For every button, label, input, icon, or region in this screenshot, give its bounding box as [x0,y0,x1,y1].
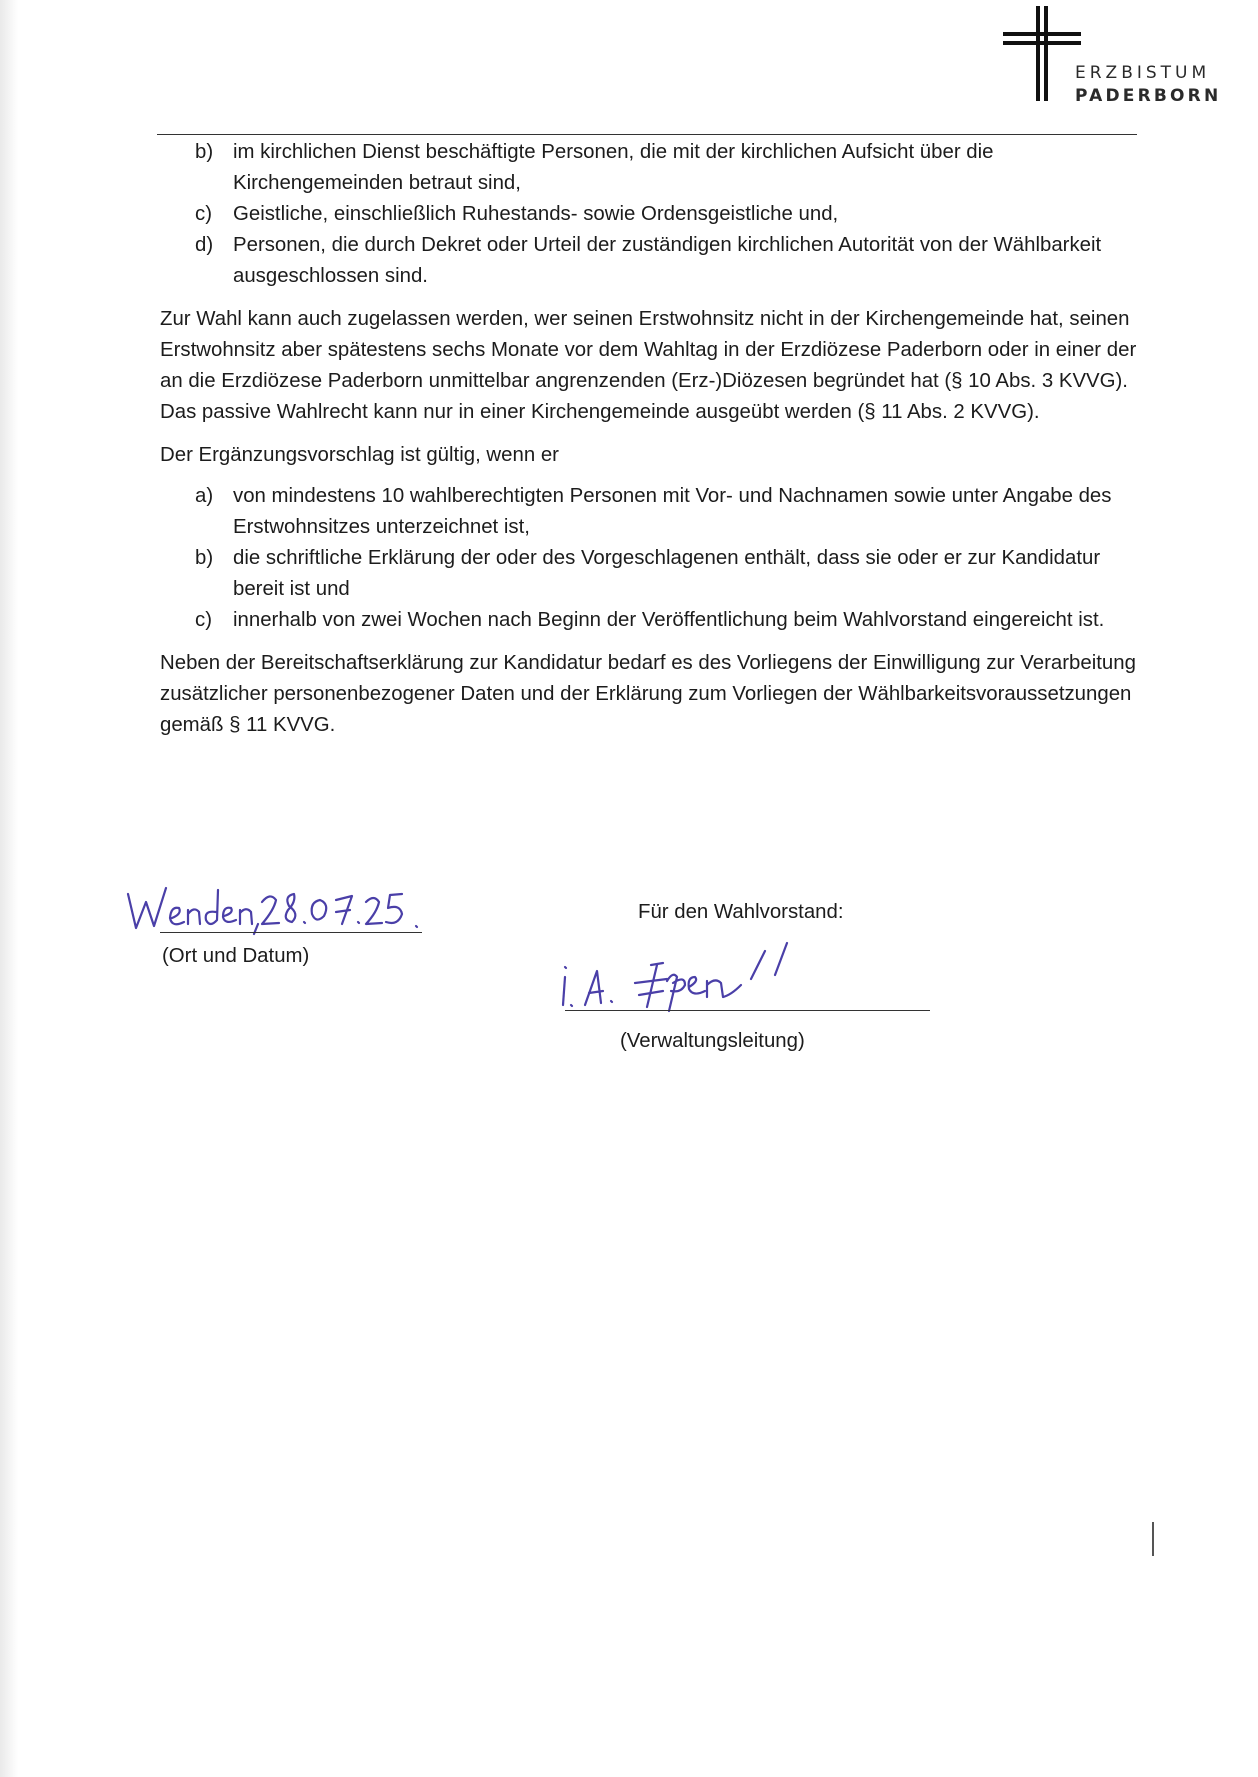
signature-line-place [160,932,422,933]
list-text: die schriftliche Erklärung der oder des Vorgeschlagenen enthält, dass sie oder er zur Kandidatur bereit ist und [233,547,1101,600]
page-shadow [0,0,18,1777]
header-rule [157,134,1137,135]
list-text: von mindestens 10 wahlberechtigten Personen mit Vor- und Nachnamen sowie unter Angabe des Erstwohnsitzes unterzeichnet ist, [233,485,1112,538]
document-body [160,137,1140,741]
list-text: innerhalb von zwei Wochen nach Beginn der Veröffentlichung beim Wahlvorstand eingereicht ist. [233,609,1105,631]
list-marker: d) [195,234,214,256]
list-marker: c) [195,203,212,225]
list-text: Geistliche, einschließlich Ruhestands- sowie Ordensgeistliche und, [233,203,839,225]
paragraph-consent: Neben der Bereitschaftserklärung zur Kandidatur bedarf es des Vorliegens der Einwilligung zur Verarbeitung zusätzlicher personenbezogener Daten und der Erklärung zum Vorliegen der Wählbarkeitsvoraussetzungen gemäß § 11 KVVG. [160,652,1136,736]
signature-line-board [565,1010,930,1011]
list-item [160,230,1140,292]
paragraph-validity-intro: Der Ergänzungsvorschlag ist gültig, wenn er [160,444,559,466]
list-item [160,199,1140,230]
logo-text-erzbistum: ERZBISTUM [1075,63,1211,83]
paragraph-residence: Zur Wahl kann auch zugelassen werden, wer seinen Erstwohnsitz nicht in der Kirchengemeinde hat, seinen Erstwohnsitz aber spätestens sechs Monate vor dem Wahltag in der Erzdiözese Paderborn oder in einer der an die Erzdiözese Paderborn unmittelbar angrenzenden (Erz-)Diözesen begründet hat (§ 10 Abs. 3 KVVG). Das passive Wahlrecht kann nur in einer Kirchengemeinde ausgeübt werden (§ 11 Abs. 2 KVVG). [160,308,1137,423]
exclusion-list [160,137,1140,292]
list-marker: a) [195,485,214,507]
list-marker: b) [195,141,214,163]
list-item [160,543,1140,605]
election-board-label: Für den Wahlvorstand: [638,901,844,923]
list-item [160,605,1140,636]
list-item [160,481,1140,543]
list-marker: b) [195,547,214,569]
logo-text-paderborn: PADERBORN [1075,86,1222,106]
list-text: im kirchlichen Dienst beschäftigte Personen, die mit der kirchlichen Aufsicht über die Kirchengemeinden betraut sind, [233,141,994,194]
margin-mark [1152,1522,1154,1556]
validity-list [160,481,1140,636]
handwritten-signature [555,935,885,1035]
list-text: Personen, die durch Dekret oder Urteil der zuständigen kirchlichen Autorität von der Wählbarkeit ausgeschlossen sind. [233,234,1102,287]
list-marker: c) [195,609,212,631]
signatory-role-label: (Verwaltungsleitung) [620,1030,805,1052]
list-item [160,137,1140,199]
place-date-label: (Ort und Datum) [162,945,310,967]
